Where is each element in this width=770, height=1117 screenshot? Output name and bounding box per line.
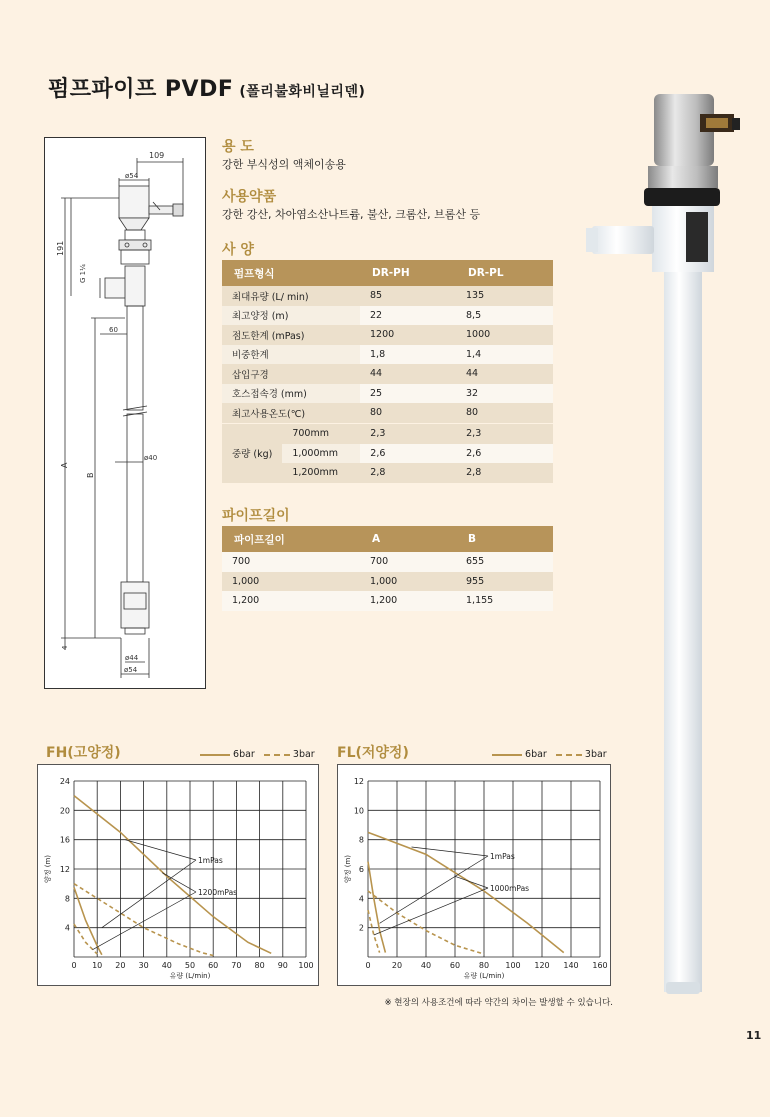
table-cell: 비중한계	[222, 345, 360, 365]
annotation-leader	[93, 892, 196, 950]
table-cell: 700mm	[282, 424, 360, 444]
annotation-label: 1200mPas	[198, 888, 238, 897]
table-cell: 호스접속경 (mm)	[222, 384, 360, 404]
dim-g-thread: G 1¼	[79, 264, 87, 283]
table-row	[222, 384, 553, 404]
table-row	[222, 306, 553, 326]
spec-header-cell: DR-PH	[360, 260, 456, 286]
annotation-leader	[125, 840, 196, 860]
table-cell: 2,6	[360, 444, 456, 464]
table-cell: 2,6	[456, 444, 553, 464]
y-tick-label: 4	[358, 894, 364, 904]
dim-d40: ø40	[144, 454, 158, 462]
annotation-label: 1mPas	[490, 852, 515, 861]
y-tick-label: 20	[59, 806, 70, 816]
title-main: 펌프파이프 PVDF	[48, 77, 234, 102]
legend-label: 6bar	[233, 749, 255, 760]
y-tick-label: 24	[59, 777, 70, 786]
usage-text: 강한 부식성의 액체이송용	[222, 158, 346, 171]
spec-heading: 사 양	[222, 242, 254, 258]
spec-table	[222, 260, 553, 423]
x-tick-label: 40	[161, 961, 172, 970]
x-tick-label: 0	[365, 961, 371, 970]
annotation-leader	[162, 873, 196, 892]
spec-header-row	[222, 260, 553, 286]
table-cell: 2,3	[456, 424, 553, 444]
x-tick-label: 10	[92, 961, 103, 970]
table-row	[222, 572, 553, 592]
chart1-svg	[38, 765, 318, 985]
table-cell: 최대유량 (L/ min)	[222, 286, 360, 306]
annotation-leader	[380, 856, 488, 923]
dim-4: 4	[61, 645, 69, 650]
table-cell: 700	[360, 552, 456, 572]
table-cell: 44	[456, 364, 553, 384]
x-tick-label: 20	[391, 961, 403, 970]
title-sub: (폴리불화비닐리덴)	[239, 84, 366, 100]
legend-solid-line	[492, 754, 522, 756]
legend-label: 3bar	[292, 749, 315, 760]
x-axis-label: 유량 (L/min)	[463, 972, 505, 980]
chart1-box	[37, 764, 319, 986]
x-tick-label: 60	[449, 961, 461, 970]
x-tick-label: 100	[505, 961, 521, 970]
table-cell: 1,200mm	[282, 463, 360, 483]
table-cell: 700	[222, 552, 360, 572]
dimension-drawing	[44, 137, 206, 689]
table-row	[222, 364, 553, 384]
table-cell: 1000	[456, 325, 553, 345]
pipe-header-cell: B	[456, 526, 553, 552]
table-cell: 1,000	[360, 572, 456, 592]
pipe-heading: 파이프길이	[222, 508, 290, 524]
dim-d54-top: ø54	[125, 172, 139, 180]
annotation-leader	[412, 847, 489, 856]
weight-label: 중량 (kg)	[222, 424, 282, 483]
table-cell: 8,5	[456, 306, 553, 326]
x-tick-label: 80	[478, 961, 490, 970]
table-row	[222, 591, 553, 611]
x-tick-label: 0	[71, 961, 77, 970]
table-cell: 2,8	[456, 463, 553, 483]
table-cell: 32	[456, 384, 553, 404]
dim-60: 60	[109, 326, 118, 334]
table-cell: 2,8	[360, 463, 456, 483]
table-row	[222, 325, 553, 345]
chart2-title: FL(저양정)	[337, 745, 409, 761]
chart2-box	[337, 764, 611, 986]
dim-191: 191	[56, 240, 65, 256]
y-tick-label: 6	[358, 865, 364, 874]
x-tick-label: 140	[563, 961, 579, 970]
x-tick-label: 40	[420, 961, 432, 970]
chemicals-heading: 사용약품	[222, 189, 277, 205]
table-cell: 점도한계 (mPas)	[222, 325, 360, 345]
table-cell: 1200	[360, 325, 456, 345]
legend-dashed-line	[556, 754, 582, 756]
x-tick-label: 160	[592, 961, 608, 970]
x-tick-label: 80	[254, 961, 265, 970]
footnote: ※ 현장의 사용조건에 따라 약간의 차이는 발생할 수 있습니다.	[384, 998, 613, 1008]
table-row	[222, 424, 553, 444]
pipe-header-row	[222, 526, 553, 552]
series-line	[74, 796, 271, 954]
annotation-leader	[102, 860, 196, 928]
dimension-drawing-svg	[45, 138, 205, 688]
y-tick-label: 10	[353, 806, 364, 816]
legend-label: 3bar	[584, 749, 607, 760]
x-tick-label: 60	[208, 961, 219, 970]
dim-109: 109	[149, 151, 165, 160]
table-cell: 1,200	[360, 591, 456, 611]
legend-label: 6bar	[525, 749, 547, 760]
chart1-legend	[200, 749, 315, 760]
table-row	[222, 403, 553, 423]
table-cell: 85	[360, 286, 456, 306]
table-cell: 최고양정 (m)	[222, 306, 360, 326]
y-axis-label: 양정 (m)	[344, 854, 352, 884]
weight-table	[222, 424, 553, 483]
page-number: 11	[746, 1029, 762, 1042]
series-line	[368, 862, 385, 953]
x-axis-label: 유량 (L/min)	[169, 972, 211, 980]
x-tick-label: 20	[115, 961, 126, 970]
spec-header-cell: 펌프형식	[222, 260, 360, 286]
annotation-label: 1000mPas	[490, 884, 530, 893]
dim-a: A	[60, 462, 69, 468]
x-tick-label: 90	[277, 961, 288, 970]
y-tick-label: 8	[358, 835, 364, 845]
table-cell: 1,4	[456, 345, 553, 365]
y-tick-label: 2	[358, 923, 364, 933]
y-tick-label: 12	[353, 777, 364, 786]
table-cell: 80	[360, 403, 456, 423]
x-tick-label: 30	[138, 961, 149, 970]
annotation-leader	[455, 876, 488, 888]
chart2-legend	[492, 749, 607, 760]
chart2-svg	[338, 765, 610, 985]
y-tick-label: 4	[64, 923, 70, 933]
chart1-title: FH(고양정)	[46, 745, 121, 761]
table-cell: 655	[456, 552, 553, 572]
legend-solid-line	[200, 754, 230, 756]
table-cell: 1,200	[222, 591, 360, 611]
table-cell: 1,000mm	[282, 444, 360, 464]
y-axis-label: 양정 (m)	[44, 854, 52, 884]
chemicals-text: 강한 강산, 차아염소산나트륨, 불산, 크롬산, 브롬산 등	[222, 208, 481, 221]
dim-d44: ø44	[125, 654, 139, 662]
page-title	[48, 72, 365, 103]
table-cell: 44	[360, 364, 456, 384]
annotation-label: 1mPas	[198, 856, 223, 865]
table-cell: 80	[456, 403, 553, 423]
table-row	[222, 345, 553, 365]
y-tick-label: 16	[59, 835, 70, 845]
table-cell: 25	[360, 384, 456, 404]
x-tick-label: 120	[534, 961, 550, 970]
table-cell: 22	[360, 306, 456, 326]
y-tick-label: 8	[64, 894, 70, 904]
table-cell: 1,155	[456, 591, 553, 611]
table-row	[222, 286, 553, 306]
usage-heading: 용 도	[222, 139, 254, 155]
pipe-header-cell: 파이프길이	[222, 526, 360, 552]
table-cell: 135	[456, 286, 553, 306]
table-cell: 최고사용온도(℃)	[222, 403, 360, 423]
legend-dashed-line	[264, 754, 290, 756]
x-tick-label: 100	[298, 961, 314, 970]
spec-header-cell: DR-PL	[456, 260, 553, 286]
table-cell: 삽입구경	[222, 364, 360, 384]
pipe-table	[222, 526, 553, 611]
y-tick-label: 12	[59, 865, 70, 874]
x-tick-label: 50	[184, 961, 196, 970]
table-cell: 955	[456, 572, 553, 592]
table-cell: 1,000	[222, 572, 360, 592]
table-row	[222, 552, 553, 572]
table-cell: 1,8	[360, 345, 456, 365]
dim-b: B	[86, 472, 95, 478]
table-cell: 2,3	[360, 424, 456, 444]
pipe-header-cell: A	[360, 526, 456, 552]
dim-d54-bottom: ø54	[124, 666, 138, 674]
x-tick-label: 70	[231, 961, 242, 970]
